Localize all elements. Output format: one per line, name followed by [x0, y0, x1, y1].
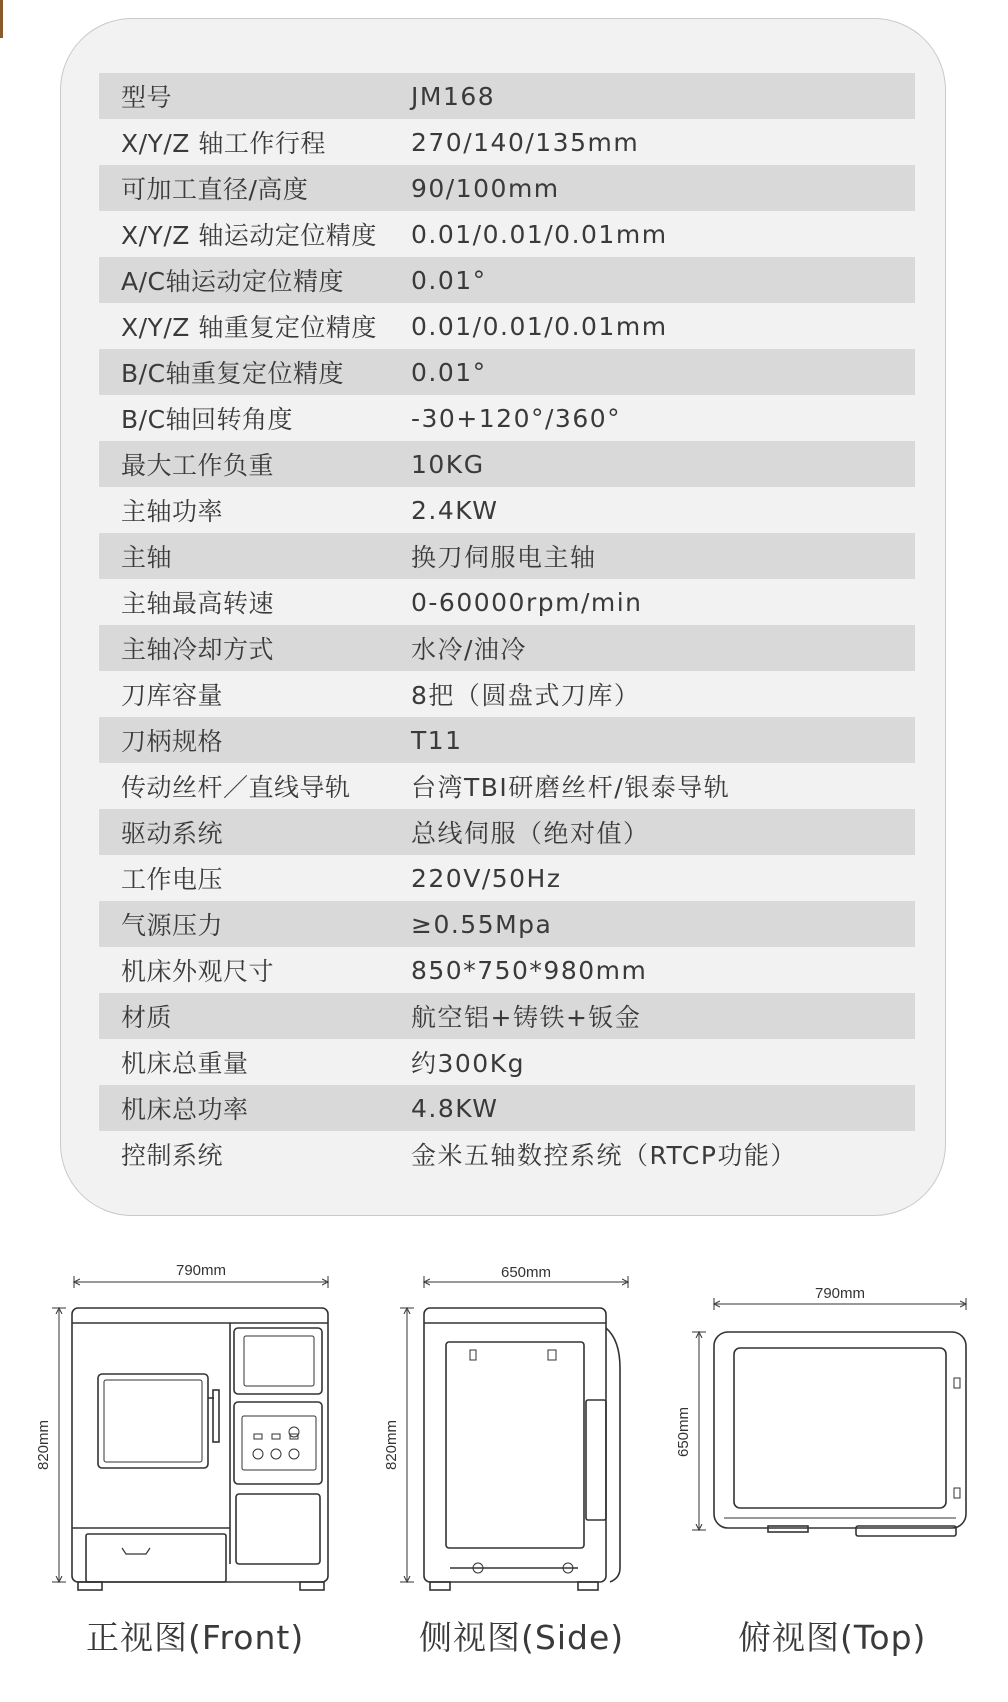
spec-row — [99, 625, 915, 671]
spec-row — [99, 303, 915, 349]
spec-label: 工作电压 — [121, 865, 224, 894]
spec-row — [99, 119, 915, 165]
spec-label: 刀库容量 — [121, 681, 224, 710]
front-view-caption: 正视图(Front) — [86, 1618, 305, 1657]
spec-row — [99, 717, 915, 763]
spec-label: X/Y/Z 轴工作行程 — [121, 129, 326, 158]
side-view-drawing — [378, 1264, 638, 1588]
spec-label: 型号 — [121, 83, 173, 112]
spec-row — [99, 165, 915, 211]
top-view-caption: 俯视图(Top) — [738, 1618, 927, 1657]
spec-label: 主轴功率 — [121, 497, 224, 526]
spec-value: 8把（圆盘式刀库） — [411, 681, 641, 710]
spec-row — [99, 901, 915, 947]
spec-value: 270/140/135mm — [411, 127, 640, 157]
spec-value: 2.4KW — [411, 495, 499, 525]
spec-row — [99, 671, 915, 717]
spec-label: A/C轴运动定位精度 — [121, 267, 344, 296]
spec-value: 总线伺服（绝对值） — [411, 819, 650, 848]
spec-row — [99, 1039, 915, 1085]
spec-label: 驱动系统 — [121, 819, 224, 848]
spec-value: 4.8KW — [411, 1093, 499, 1123]
spec-value: -30+120°/360° — [411, 403, 622, 433]
top-width-label: 790mm — [814, 1285, 866, 1302]
spec-value: 0-60000rpm/min — [411, 587, 643, 617]
spec-value: 台湾TBI研磨丝杆/银泰导轨 — [411, 773, 731, 802]
spec-label: 刀柄规格 — [121, 727, 224, 756]
spec-row — [99, 395, 915, 441]
spec-row — [99, 1131, 915, 1177]
spec-value: 0.01/0.01/0.01mm — [411, 219, 668, 249]
spec-value: 10KG — [411, 449, 485, 479]
front-width-label: 790mm — [175, 1262, 227, 1279]
spec-value: 航空铝+铸铁+钣金 — [411, 1003, 642, 1032]
spec-label: 最大工作负重 — [121, 451, 275, 480]
top-height-label: 650mm — [675, 1406, 692, 1458]
spec-label: B/C轴重复定位精度 — [121, 359, 345, 388]
spec-value: ≥0.55Mpa — [411, 909, 553, 939]
spec-label: 可加工直径/高度 — [121, 175, 309, 204]
spec-value: 90/100mm — [411, 173, 560, 203]
spec-label: B/C轴回转角度 — [121, 405, 294, 434]
spec-row — [99, 763, 915, 809]
spec-value: 水冷/油冷 — [411, 635, 527, 664]
spec-label: 主轴最高转速 — [121, 589, 275, 618]
spec-value: 0.01° — [411, 265, 487, 295]
spec-row — [99, 855, 915, 901]
spec-label: 材质 — [121, 1003, 173, 1032]
spec-row — [99, 1085, 915, 1131]
side-width-label: 650mm — [500, 1264, 552, 1281]
spec-label: 机床外观尺寸 — [121, 957, 275, 986]
front-height-label: 820mm — [35, 1419, 52, 1471]
spec-row — [99, 349, 915, 395]
spec-row — [99, 947, 915, 993]
top-view-drawing — [672, 1268, 972, 1588]
spec-value: 金米五轴数控系统（RTCP功能） — [411, 1141, 797, 1170]
spec-row — [99, 533, 915, 579]
spec-value: T11 — [411, 725, 463, 755]
spec-row — [99, 809, 915, 855]
spec-label: 传动丝杆／直线导轨 — [121, 773, 351, 802]
spec-label: 机床总功率 — [121, 1095, 249, 1124]
spec-label: 主轴冷却方式 — [121, 635, 275, 664]
spec-label: X/Y/Z 轴重复定位精度 — [121, 313, 377, 342]
spec-row — [99, 993, 915, 1039]
side-height-label: 820mm — [383, 1419, 400, 1471]
spec-label: 主轴 — [121, 543, 173, 572]
spec-row — [99, 257, 915, 303]
spec-value: 0.01° — [411, 357, 487, 387]
spec-label: 机床总重量 — [121, 1049, 249, 1078]
spec-label: 气源压力 — [121, 911, 224, 940]
spec-value: 换刀伺服电主轴 — [411, 543, 597, 572]
spec-label: 控制系统 — [121, 1141, 224, 1170]
spec-row — [99, 579, 915, 625]
spec-value: JM168 — [411, 81, 496, 111]
corner-accent-mark — [0, 0, 3, 38]
spec-value: 850*750*980mm — [411, 955, 648, 985]
spec-label: X/Y/Z 轴运动定位精度 — [121, 221, 377, 250]
spec-value: 220V/50Hz — [411, 863, 562, 893]
spec-row — [99, 441, 915, 487]
spec-row — [99, 487, 915, 533]
spec-table — [99, 73, 915, 1177]
spec-value: 0.01/0.01/0.01mm — [411, 311, 668, 341]
side-view-caption: 侧视图(Side) — [419, 1618, 625, 1657]
front-view-drawing — [35, 1262, 338, 1588]
spec-value: 约300Kg — [411, 1049, 525, 1078]
spec-row — [99, 73, 915, 119]
spec-card — [60, 18, 946, 1216]
spec-row — [99, 211, 915, 257]
